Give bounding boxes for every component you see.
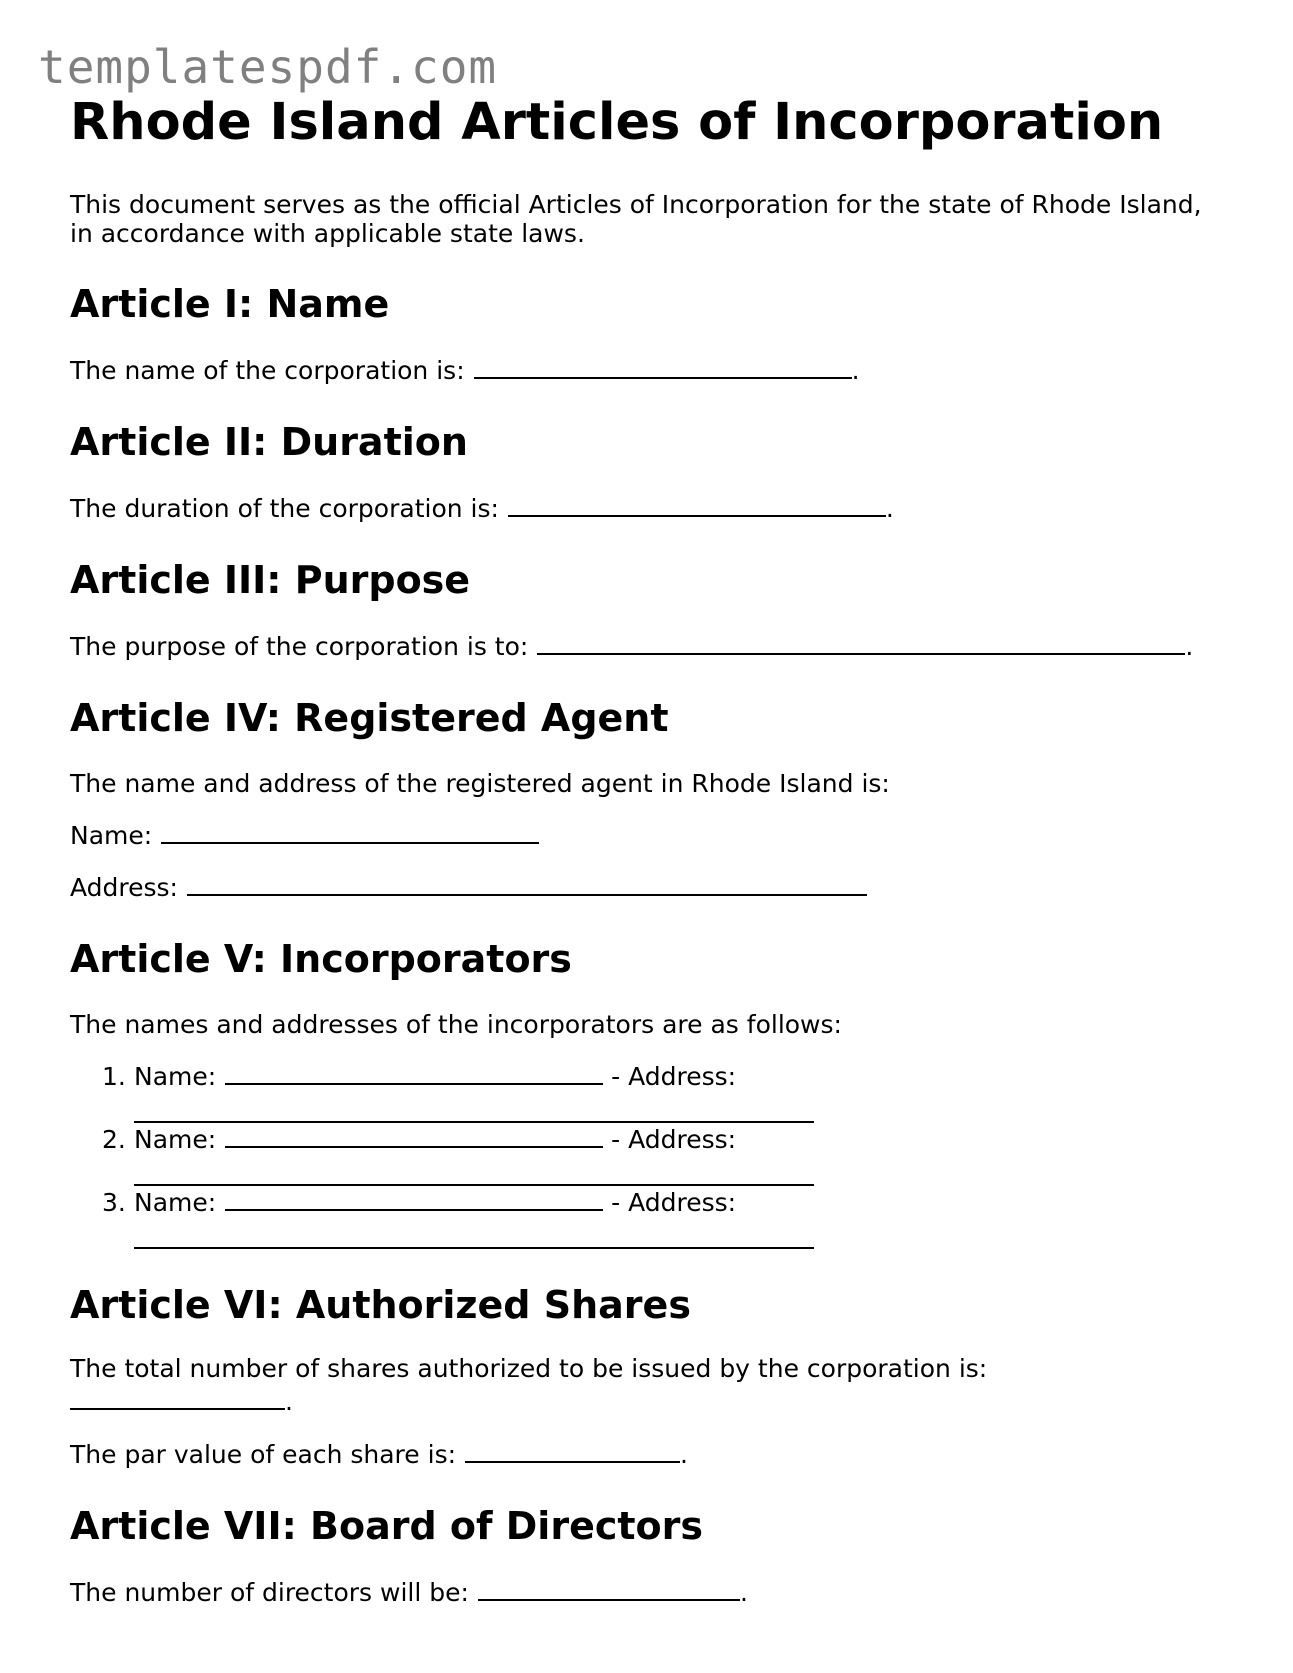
intro-paragraph: This document serves as the official Articles of Incorporation for the state of Rhode Island, in accordance with applicable state laws. [70, 190, 1202, 248]
incorporators-list [70, 1061, 1230, 1249]
incorporator-3-name-field[interactable] [225, 1187, 603, 1211]
incorporator-address-label: - Address: [611, 1125, 737, 1154]
agent-address-line [70, 872, 1230, 903]
directors-line [70, 1577, 1230, 1608]
duration-field[interactable] [508, 493, 886, 517]
item-number: 1. [102, 1062, 126, 1091]
period: . [285, 1387, 293, 1416]
incorporator-2-address-field[interactable] [134, 1155, 814, 1186]
article-duration-line [70, 493, 1230, 524]
directors-label: The number of directors will be: [70, 1578, 469, 1607]
item-number: 3. [102, 1188, 126, 1217]
item-number: 2. [102, 1125, 126, 1154]
incorporator-name-label: Name: [134, 1188, 217, 1217]
article-shares-heading: Article VI: Authorized Shares [70, 1283, 691, 1327]
article-agent-heading: Article IV: Registered Agent [70, 696, 669, 740]
directors-count-field[interactable] [478, 1577, 740, 1601]
period: . [885, 494, 894, 523]
list-item [102, 1061, 1230, 1123]
page-title: Rhode Island Articles of Incorporation [70, 93, 1164, 152]
period: . [851, 356, 860, 385]
period: . [739, 1578, 748, 1607]
agent-name-field[interactable] [161, 820, 539, 844]
article-name-heading: Article I: Name [70, 282, 390, 326]
incorporator-1-name-field[interactable] [225, 1061, 603, 1085]
incorporator-2-name-field[interactable] [225, 1124, 603, 1148]
total-shares-field[interactable] [70, 1386, 285, 1410]
article-duration-label: The duration of the corporation is: [70, 494, 499, 523]
incorporator-address-label: - Address: [611, 1062, 737, 1091]
document-page [70, 88, 1230, 1608]
article-name-line [70, 355, 1230, 386]
corporation-name-field[interactable] [474, 355, 852, 379]
agent-address-field[interactable] [187, 872, 867, 896]
par-value-line [70, 1439, 1230, 1470]
incorporator-1-address-field[interactable] [134, 1092, 814, 1123]
article-incorporators-heading: Article V: Incorporators [70, 937, 572, 981]
article-incorporators-text: The names and addresses of the incorporators are as follows: [70, 1010, 842, 1039]
incorporator-3-address-field[interactable] [134, 1218, 814, 1249]
period: . [1185, 632, 1194, 661]
agent-name-line [70, 820, 1230, 851]
article-purpose-heading: Article III: Purpose [70, 558, 471, 602]
par-value-label: The par value of each share is: [70, 1440, 457, 1469]
par-value-field[interactable] [465, 1439, 680, 1463]
period: . [680, 1440, 688, 1469]
watermark: templatespdf.com [38, 40, 498, 94]
article-purpose-label: The purpose of the corporation is to: [70, 632, 529, 661]
list-item [102, 1187, 1230, 1249]
incorporator-name-label: Name: [134, 1062, 217, 1091]
incorporator-address-label: - Address: [611, 1188, 737, 1217]
article-name-label: The name of the corporation is: [70, 356, 465, 385]
article-duration-heading: Article II: Duration [70, 420, 468, 464]
list-item [102, 1124, 1230, 1186]
agent-name-label: Name: [70, 821, 153, 850]
agent-address-label: Address: [70, 873, 178, 902]
article-directors-heading: Article VII: Board of Directors [70, 1504, 703, 1548]
shares-total-label: The total number of shares authorized to be issued by the corporation is: [70, 1354, 988, 1383]
shares-total-paragraph [70, 1352, 1230, 1418]
purpose-field[interactable] [537, 631, 1185, 655]
article-agent-text: The name and address of the registered agent in Rhode Island is: [70, 769, 890, 798]
incorporator-name-label: Name: [134, 1125, 217, 1154]
article-purpose-line [70, 631, 1230, 662]
